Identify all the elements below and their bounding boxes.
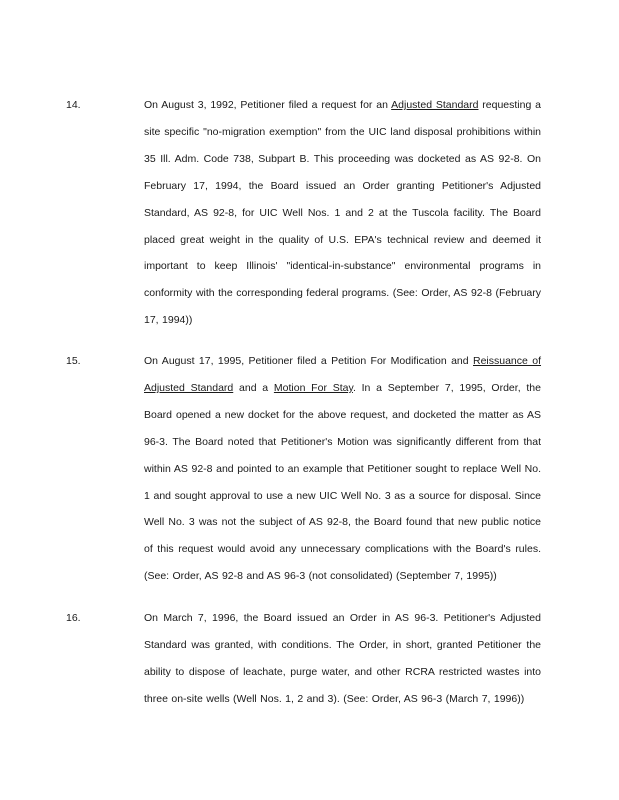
- paragraph-number: 14.: [66, 99, 81, 111]
- paragraph-text: [144, 348, 541, 590]
- text-segment: On August 17, 1995, Petitioner filed a Petition For Modification and: [144, 355, 473, 367]
- paragraph-number: 15.: [66, 355, 81, 367]
- paragraph-text: [144, 92, 541, 334]
- underlined-term-motion-for-stay: Motion For Stay: [273, 381, 353, 394]
- text-segment: On March 7, 1996, the Board issued an Order in AS 96-3. Petitioner's Adjusted Standard was granted, with conditions. The Order, in short, granted Petitioner the ability to dispose of leachate, purge water, and other RCRA restricted wastes into three on-site wells (Well Nos. 1, 2 and 3). (See: Order, AS 96-3 (March 7, 1996)): [144, 612, 541, 705]
- text-segment: On August 3, 1992, Petitioner filed a request for an: [144, 99, 392, 111]
- underlined-term-adjusted-standard: Adjusted Standard: [391, 99, 479, 111]
- text-segment: requesting a site specific "no-migration exemption" from the UIC land disposal prohibitions within 35 Ill. Adm. Code 738, Subpart B. This proceeding was docketed as AS 92-8. On February 17, 1994, the Board issued an Order granting Petitioner's Adjusted Standard, AS 92-8, for UIC Well Nos. 1 and 2 at the Tuscola facility. The Board placed great weight in the quality of U.S. EPA's technical review and deemed it important to keep Illinois' "identical-in-substance" environmental programs in conformity with the corresponding federal programs. (See: Order, AS 92-8 (February 17, 1994)): [144, 99, 541, 327]
- paragraph-text: [144, 605, 541, 713]
- text-segment: and a: [233, 381, 274, 394]
- paragraph-number: 16.: [66, 612, 81, 624]
- underlined-term-reissuance: Reissuance of Adjusted Standard: [144, 355, 542, 394]
- text-segment: . In a September 7, 1995, Order, the Board opened a new docket for the above request, and docketed the matter as AS 96-3. The Board noted that Petitioner's Motion was significantly different from that within AS 92-8 and pointed to an example that Petitioner sought to replace Well No. 1 and sought approval to use a new UIC Well No. 3 as a source for disposal. Since Well No. 3 was not the subject of AS 92-8, the Board found that new public notice of this request would avoid any unnecessary complications with the Board's rules. (See: Order, AS 92-8 and AS 96-3 (not consolidated) (September 7, 1995)): [144, 381, 541, 583]
